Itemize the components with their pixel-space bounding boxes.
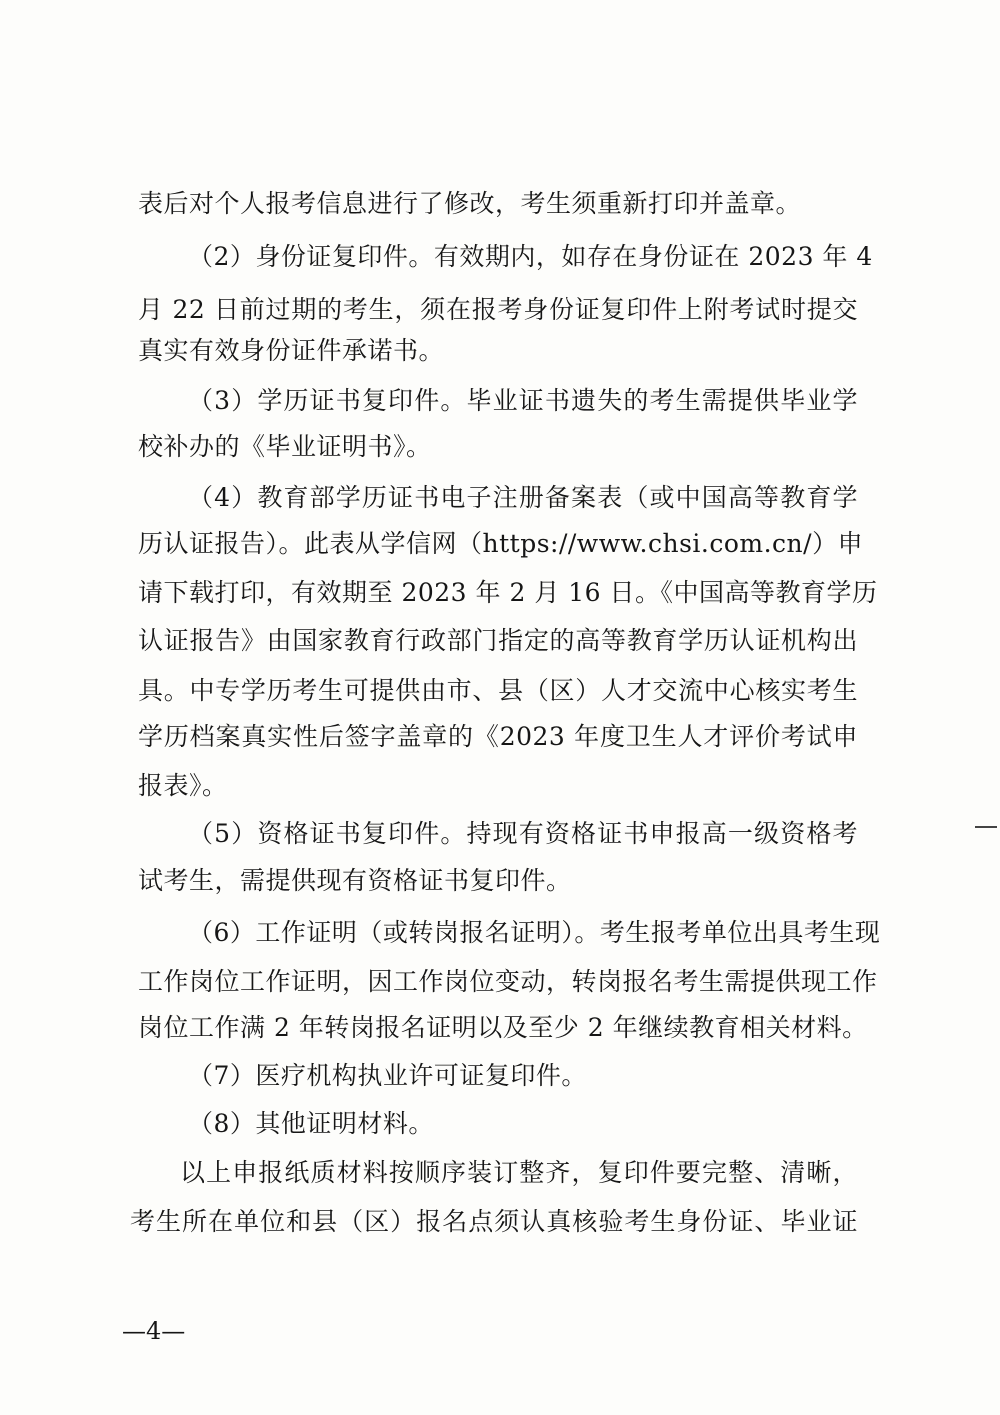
text-line-13: 报表》。 <box>138 771 228 800</box>
text-line-20: （8）其他证明材料。 <box>188 1109 434 1138</box>
text-line-18: 岗位工作满 2 年转岗报名证明以及至少 2 年继续教育相关材料。 <box>138 1013 868 1042</box>
text-line-6: 校补办的《毕业证明书》。 <box>138 432 432 461</box>
text-line-16: （6）工作证明（或转岗报名证明）。考生报考单位出具考生现 <box>188 918 881 947</box>
text-line-19: （7）医疗机构执业许可证复印件。 <box>188 1061 587 1090</box>
text-line-11: 具。中专学历考生可提供由市、县（区）人才交流中心核实考生 <box>138 676 858 705</box>
text-line-15: 试考生，需提供现有资格证书复印件。 <box>138 866 572 895</box>
page-number: —4— <box>122 1317 186 1345</box>
text-line-12: 学历档案真实性后签字盖章的《2023 年度卫生人才评价考试申 <box>138 722 858 751</box>
text-line-7: （4）教育部学历证书电子注册备案表（或中国高等教育学 <box>188 483 858 512</box>
text-line-3: 月 22 日前过期的考生，须在报考身份证复印件上附考试时提交 <box>138 295 858 324</box>
text-line-8: 历认证报告）。此表从学信网（https://www.chsi.com.cn/）申 <box>138 529 864 558</box>
text-line-4: 真实有效身份证件承诺书。 <box>138 336 445 365</box>
text-line-5: （3）学历证书复印件。毕业证书遗失的考生需提供毕业学 <box>188 386 858 415</box>
text-line-17: 工作岗位工作证明，因工作岗位变动，转岗报名考生需提供现工作 <box>138 967 878 996</box>
text-line-2: （2）身份证复印件。有效期内，如存在身份证在 2023 年 4 <box>188 242 873 271</box>
text-line-22: 考生所在单位和县（区）报名点须认真核验考生身份证、毕业证 <box>130 1207 858 1236</box>
text-line-10: 认证报告》由国家教育行政部门指定的高等教育学历认证机构出 <box>138 626 858 655</box>
text-line-9: 请下载打印，有效期至 2023 年 2 月 16 日。《中国高等教育学历 <box>138 578 878 607</box>
text-line-14: （5）资格证书复印件。持现有资格证书申报高一级资格考 <box>188 819 858 848</box>
text-line-21: 以上申报纸质材料按顺序装订整齐，复印件要完整、清晰， <box>180 1158 858 1187</box>
margin-mark <box>975 826 997 828</box>
text-line-1: 表后对个人报考信息进行了修改，考生须重新打印并盖章。 <box>138 189 802 218</box>
